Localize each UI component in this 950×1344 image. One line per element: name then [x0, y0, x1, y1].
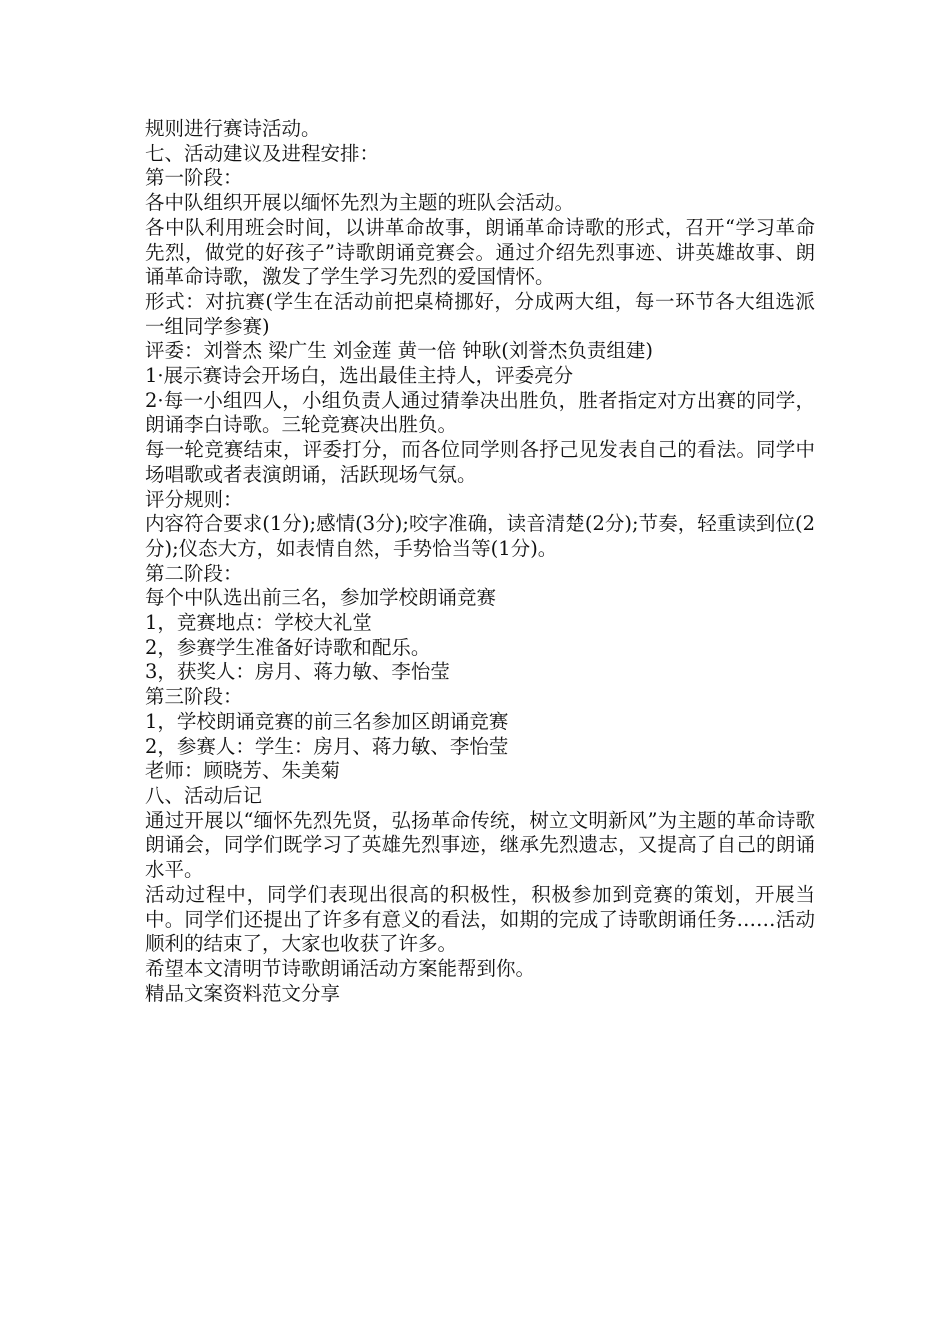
- list-item: 1，学校朗诵竞赛的前三名参加区朗诵竞赛: [145, 709, 509, 733]
- section-heading-activity-plan: 七、活动建议及进程安排：: [145, 141, 380, 165]
- scoring-rules-heading: 评分规则：: [145, 487, 243, 511]
- paragraph: 各中队组织开展以缅怀先烈为主题的班队会活动。: [145, 191, 575, 215]
- list-item: 2，参赛学生准备好诗歌和配乐。: [145, 635, 431, 659]
- judges-line: 评委：刘誉杰 梁广生 刘金莲 黄一倍 钟耿(刘誉杰负责组建): [145, 339, 654, 363]
- list-item: 3，获奖人：房月、蒋力敏、李怡莹: [145, 660, 450, 684]
- list-item: 2·每一小组四人，小组负责人通过猜拳决出胜负，胜者指定对方出赛的同学，朗诵李白诗歌。三轮竞赛决出胜负。: [145, 388, 815, 437]
- paragraph: 各中队利用班会时间，以讲革命故事，朗诵革命诗歌的形式，召开“学习革命先烈，做党的好孩子”诗歌朗诵竞赛会。通过介绍先烈事迹、讲英雄故事、朗诵革命诗歌，激发了学生学习先烈的爱国情怀。: [145, 215, 815, 289]
- list-item: 2，参赛人：学生：房月、蒋力敏、李怡莹: [145, 734, 509, 758]
- section-heading-postscript: 八、活动后记: [145, 783, 263, 807]
- footer-line: 精品文案资料范文分享: [145, 981, 341, 1005]
- paragraph: 通过开展以“缅怀先烈先贤，弘扬革命传统，树立文明新风”为主题的革命诗歌朗诵会，同学们既学习了英雄先烈事迹，继承先烈遗志，又提高了自己的朗诵水平。: [145, 808, 815, 882]
- list-item: 1，竞赛地点：学校大礼堂: [145, 611, 372, 635]
- paragraph: 活动过程中，同学们表现出很高的积极性，积极参加到竞赛的策划，开展当中。同学们还提出了许多有意义的看法，如期的完成了诗歌朗诵任务……活动顺利的结束了，大家也收获了许多。: [145, 882, 815, 956]
- stage-two-heading: 第二阶段：: [145, 561, 243, 585]
- scoring-rules-text: 内容符合要求(1分);感情(3分);咬字准确，读音清楚(2分);节奏，轻重读到位(2分);仪态大方，如表情自然，手势恰当等(1分)。: [145, 512, 815, 560]
- text-continuation: 规则进行赛诗活动。: [145, 117, 321, 140]
- stage-three-heading: 第三阶段：: [145, 685, 243, 709]
- paragraph: 形式：对抗赛(学生在活动前把桌椅挪好，分成两大组，每一环节各大组选派一组同学参赛): [145, 289, 815, 338]
- list-item: 1·展示赛诗会开场白，选出最佳主持人，评委亮分: [145, 364, 574, 388]
- closing-line: 希望本文清明节诗歌朗诵活动方案能帮到你。: [145, 956, 536, 980]
- paragraph: 每个中队选出前三名，参加学校朗诵竞赛: [145, 586, 497, 610]
- teachers-line: 老师：顾晓芳、朱美菊: [145, 759, 341, 783]
- document-page: [145, 117, 815, 1006]
- paragraph: 每一轮竞赛结束，评委打分，而各位同学则各抒己见发表自己的看法。同学中场唱歌或者表演朗诵，活跃现场气氛。: [145, 438, 815, 486]
- stage-one-heading: 第一阶段：: [145, 166, 243, 190]
